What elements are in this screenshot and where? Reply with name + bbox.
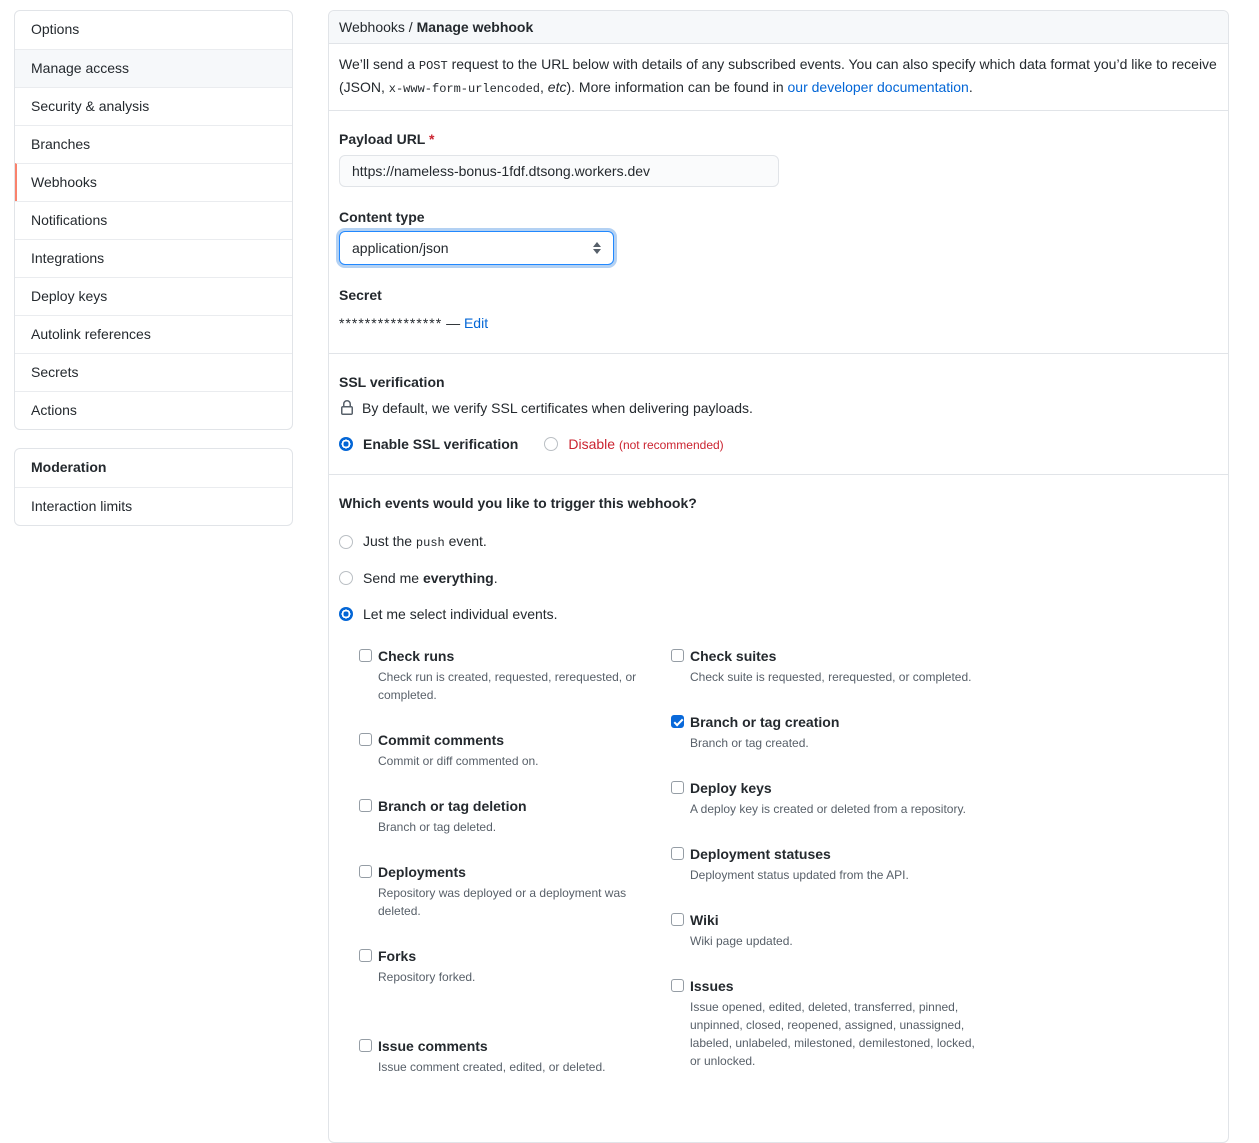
enable-ssl-radio-option[interactable] xyxy=(339,436,518,452)
event-branch-or-tag-creation[interactable] xyxy=(671,712,983,752)
sidebar-item-branches[interactable]: Branches xyxy=(15,125,292,163)
event-label: Branch or tag creation xyxy=(690,714,840,730)
events-section xyxy=(329,475,1228,1142)
settings-sidebar xyxy=(14,10,293,1143)
event-description: Check run is created, requested, rerequested, or completed. xyxy=(378,670,637,702)
payload-url-label: Payload URL * xyxy=(339,131,435,147)
breadcrumb xyxy=(329,11,1228,44)
event-label: Deployments xyxy=(378,864,466,880)
sidebar-item-webhooks[interactable]: Webhooks xyxy=(15,163,292,201)
event-check-suites[interactable] xyxy=(671,646,983,686)
checkbox[interactable] xyxy=(359,949,372,962)
event-description: Wiki page updated. xyxy=(690,934,793,948)
settings-nav-box xyxy=(14,10,293,430)
event-description: Repository was deployed or a deployment was deleted. xyxy=(378,886,627,918)
radio-button[interactable] xyxy=(339,535,353,549)
breadcrumb-separator: / xyxy=(408,19,413,35)
event-label: Forks xyxy=(378,948,417,964)
event-issue-comments[interactable] xyxy=(359,1036,671,1076)
event-label: Check suites xyxy=(690,648,777,664)
event-deployment-statuses[interactable] xyxy=(671,844,983,884)
ssl-verification-section xyxy=(329,354,1228,475)
event-label: Wiki xyxy=(690,912,719,928)
sidebar-item-notifications[interactable]: Notifications xyxy=(15,201,292,239)
events-column-left xyxy=(359,646,671,1102)
disable-ssl-radio-option[interactable] xyxy=(544,436,723,452)
intro-text: request to the URL below with details of any subscribed events. You can also specify which data format you’d like to receive (JSON, xyxy=(339,56,1217,95)
disable-ssl-radio[interactable] xyxy=(544,437,558,451)
event-description: A deploy key is created or deleted from a repository. xyxy=(690,802,966,816)
ssl-note: By default, we verify SSL certificates when delivering payloads. xyxy=(339,400,1218,416)
intro-etc: etc xyxy=(547,79,567,95)
developer-documentation-link[interactable]: our developer documentation xyxy=(787,79,969,95)
event-commit-comments[interactable] xyxy=(359,730,671,770)
event-trigger-options xyxy=(339,533,1218,622)
radio-label: Send me everything. xyxy=(363,570,498,586)
radio-label: Just the push event. xyxy=(363,533,487,550)
event-label: Commit comments xyxy=(378,732,505,748)
content-type-select[interactable] xyxy=(339,231,614,265)
checkbox[interactable] xyxy=(671,913,684,926)
checkbox[interactable] xyxy=(359,799,372,812)
sidebar-item-moderation: Moderation xyxy=(31,459,107,475)
webhook-form-section xyxy=(329,111,1228,354)
webhook-main xyxy=(328,10,1229,1143)
sidebar-item-integrations[interactable]: Integrations xyxy=(15,239,292,277)
manage-webhook-box xyxy=(328,10,1229,1143)
ssl-heading: SSL verification xyxy=(339,374,445,390)
intro-text: We’ll send a xyxy=(339,56,419,72)
content-type-label: Content type xyxy=(339,209,425,225)
intro-text: ). More information can be found in xyxy=(566,79,788,95)
event-description: Branch or tag created. xyxy=(690,736,809,750)
event-description: Check suite is requested, rerequested, or completed. xyxy=(690,670,972,684)
secret-edit-link[interactable]: Edit xyxy=(463,315,489,331)
webhook-intro xyxy=(329,44,1228,111)
radio-button[interactable] xyxy=(339,607,353,621)
event-description: Issue comment created, edited, or deleted. xyxy=(378,1060,606,1074)
page-title: Manage webhook xyxy=(416,19,534,35)
secret-label: Secret xyxy=(339,287,382,303)
secret-separator: — xyxy=(446,315,461,331)
events-heading: Which events would you like to trigger this webhook? xyxy=(339,495,697,511)
event-forks[interactable] xyxy=(359,946,671,986)
event-description: Deployment status updated from the API. xyxy=(690,868,909,882)
sidebar-item-options[interactable]: Options xyxy=(31,21,80,37)
settings-nav-box xyxy=(14,448,293,526)
intro-code-urlencoded: x-www-form-urlencoded xyxy=(388,82,541,96)
checkbox[interactable] xyxy=(671,649,684,662)
breadcrumb-webhooks-link[interactable]: Webhooks xyxy=(339,19,405,35)
event-description: Repository forked. xyxy=(378,970,476,984)
event-check-runs[interactable] xyxy=(359,646,671,704)
intro-text: , xyxy=(540,79,548,95)
event-trigger-radio-option[interactable] xyxy=(339,533,1218,550)
event-description: Commit or diff commented on. xyxy=(378,754,539,768)
content-type-value: application/json xyxy=(352,240,449,256)
event-deploy-keys[interactable] xyxy=(671,778,983,818)
sidebar-item-security-analysis[interactable]: Security & analysis xyxy=(15,87,292,125)
radio-button[interactable] xyxy=(339,571,353,585)
sidebar-item-actions[interactable]: Actions xyxy=(15,391,292,429)
enable-ssl-label: Enable SSL verification xyxy=(363,436,519,452)
sidebar-item-manage-access[interactable]: Manage access xyxy=(15,49,292,87)
disable-ssl-label: Disable (not recommended) xyxy=(568,436,724,452)
event-label: Check runs xyxy=(378,648,455,664)
event-label: Branch or tag deletion xyxy=(378,798,527,814)
checkbox[interactable] xyxy=(671,979,684,992)
intro-text: . xyxy=(968,79,973,95)
checkbox[interactable] xyxy=(359,733,372,746)
sidebar-item-autolink-references[interactable]: Autolink references xyxy=(15,315,292,353)
event-trigger-radio-option[interactable] xyxy=(339,606,1218,622)
lock-icon xyxy=(339,400,355,416)
secret-row xyxy=(339,315,1218,331)
checked-checkbox[interactable] xyxy=(671,715,684,728)
event-branch-or-tag-deletion[interactable] xyxy=(359,796,671,836)
enable-ssl-radio[interactable] xyxy=(339,437,353,451)
checkbox[interactable] xyxy=(671,847,684,860)
event-wiki[interactable] xyxy=(671,910,983,950)
event-label: Issues xyxy=(690,978,734,994)
events-grid xyxy=(359,646,1218,1102)
select-caret-icon xyxy=(593,242,601,254)
event-deployments[interactable] xyxy=(359,862,671,920)
event-issues[interactable] xyxy=(671,976,983,1070)
event-label: Issue comments xyxy=(378,1038,488,1054)
intro-code-post: POST xyxy=(418,59,448,73)
required-asterisk: * xyxy=(429,131,435,147)
sidebar-item-interaction-limits[interactable]: Interaction limits xyxy=(15,487,292,525)
event-trigger-radio-option[interactable] xyxy=(339,570,1218,586)
checkbox[interactable] xyxy=(359,649,372,662)
secret-masked-value: **************** xyxy=(339,315,443,331)
sidebar-item-deploy-keys[interactable]: Deploy keys xyxy=(15,277,292,315)
event-description: Issue opened, edited, deleted, transferred, pinned, unpinned, closed, reopened, assigned, unassigned, labeled, unlabeled, milestoned, demilestoned, locked, or unlocked. xyxy=(690,1000,975,1068)
checkbox[interactable] xyxy=(359,1039,372,1052)
checkbox[interactable] xyxy=(359,865,372,878)
event-label: Deploy keys xyxy=(690,780,772,796)
event-label: Deployment statuses xyxy=(690,846,831,862)
radio-label: Let me select individual events. xyxy=(363,606,558,622)
event-description: Branch or tag deleted. xyxy=(378,820,497,834)
payload-url-input[interactable] xyxy=(339,155,779,187)
events-column-right xyxy=(671,646,983,1102)
checkbox[interactable] xyxy=(671,781,684,794)
sidebar-item-secrets[interactable]: Secrets xyxy=(15,353,292,391)
